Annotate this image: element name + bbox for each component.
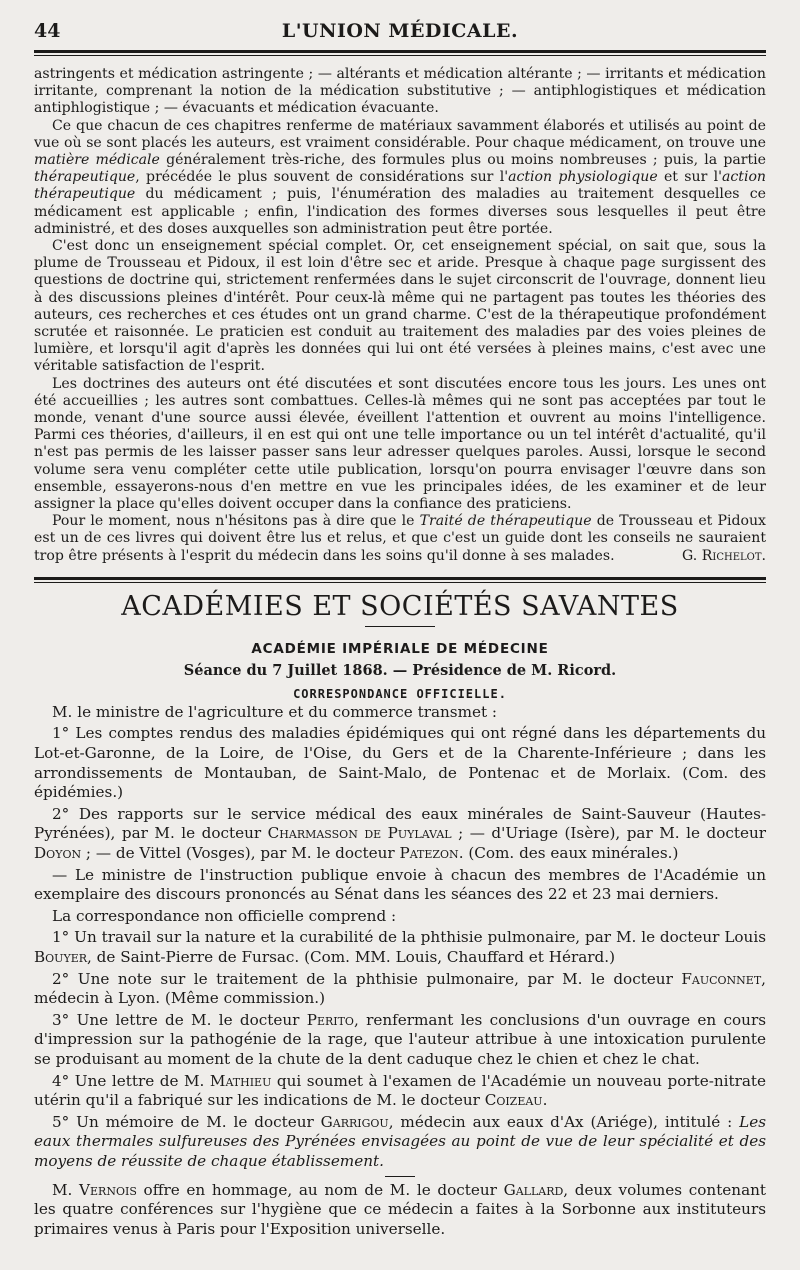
paragraph: Ce que chacun de ces chapitres renferme de matériaux savamment élaborés et utilisés au point de vue où se sont placés les auteurs, est vraiment considérable. Pour chaque médicament, on trouve une matière médicale généralement très-riche, des formules plus ou moins nombreuses ; puis, la partie thérapeutique, précédée le plus souvent de considérations sur l'action physiologique et sur l'action thérapeutique du médicament ; puis, l'énumération des maladies au traitement desquelles ce médicament est applicable ; enfin, l'indication des formes diverses sous lesquelles il peut être administré, et des doses auxquelles son administration peut être portée. — [34, 117, 767, 237]
header-rule-thin — [34, 55, 766, 56]
paragraph: C'est donc un enseignement spécial complet. Or, cet enseignement spécial, on sait que, sous la plume de Trousseau et Pidoux, il est loin d'être sec et aride. Presque à chaque page surgissent des questions de doctrine qui, strictement renfermées dans le sujet circonscrit de l'ouvrage, donnent lieu à des discussions pleines d'intérêt. Pour ceux-là même qui ne partagent pas toutes les théories des auteurs, ces recherches et ces études ont un grand charme. C'est de la thérapeutique profondément scrutée et raisonnée. Le praticien est conduit au traitement des maladies par des voies pleines de lumière, et lorsqu'il agit d'après les données qui lui ont été versées à pleines mains, c'est avec une véritable satisfaction de l'esprit. — [34, 238, 766, 375]
paragraph: M. Vernois offre en hommage, au nom de M. le docteur Gallard, deux volumes contenant les quatre conférences sur l'hygiène que ce médecin a faites à la Sorbonne aux instituteurs primaires venus à Paris pour l'Exposition universelle. — [34, 1180, 767, 1238]
list-item: 5° Un mémoire de M. le docteur Garrigou, médecin aux eaux d'Ax (Ariége), intitulé : Les eaux thermales sulfureuses des Pyrénées envisagées au point de vue de leur spécialité et des moyens de réussite de chaque établissement. — [34, 1112, 766, 1170]
paragraph: La correspondance non officielle comprend : — [52, 906, 397, 925]
academy-heading: ACADÉMIE IMPÉRIALE DE MÉDECINE — [251, 640, 549, 657]
list-item: 2° Des rapports sur le service médical des eaux minérales de Saint-Sauveur (Hautes-Pyrénées), par M. le docteur Charmasson de Puylaval ; — d'Uriage (Isère), par M. le docteur Doyon ; — de Vittel (Vosges), par M. le docteur Patezon. (Com. des eaux minérales.) — [34, 804, 766, 863]
paragraph: astringents et médication astringente ; — altérants et médication altérante ; — irritants et médication irritante, comprenant la notion de la médication substitutive ; — antiphlogistiques et médication antiphlogistique ; — évacuants et médication évacuante. — [34, 66, 766, 117]
author-signature: G. Richelot. — [682, 547, 766, 564]
title-underline — [365, 626, 435, 627]
section-rule-thin — [34, 582, 766, 583]
paragraph: — Le ministre de l'instruction publique envoie à chacun des membres de l'Académie un exemplaire des discours prononcés au Sénat dans les séances des 22 et 23 mai derniers. — [34, 865, 766, 904]
section-rule — [34, 577, 766, 580]
journal-title: L'UNION MÉDICALE. — [281, 20, 519, 42]
running-head — [34, 16, 766, 42]
header-rule — [34, 50, 766, 53]
section-title: ACADÉMIES ET SOCIÉTÉS SAVANTES — [121, 590, 679, 622]
paragraph: M. le ministre de l'agriculture et du commerce transmet : — [52, 702, 498, 721]
list-item: 1° Un travail sur la nature et la curabilité de la phthisie pulmonaire, par M. le docteur Louis Bouyer, de Saint-Pierre de Fursac. (Com. MM. Louis, Chauffard et Hérard.) — [34, 928, 766, 967]
paragraph: Les doctrines des auteurs ont été discutées et sont discutées encore tous les jours. Les unes ont été accueillies ; les autres sont combattues. Celles-là mêmes qui ne sont pas acceptées par tout le monde, venant d'une source aussi élevée, éveillent l'attention et ouvrent au moins l'intelligence. Parmi ces théories, d'ailleurs, il en est qui ont une telle importance ou un tel intérêt d'actualité, qu'il n'est pas permis de les laisser passer sans leur adresser quelques paroles. Aussi, lorsque le second volume sera venu compléter cette utile publication, lorsqu'on pourra envisager l'œuvre dans son ensemble, essayerons-nous d'en mettre en vue les principales idées, de les examiner et de leur assigner la place qu'elles doivent occuper dans la confiance des praticiens. — [34, 375, 766, 513]
session-text — [34, 703, 766, 1239]
page-number: 44 — [34, 20, 61, 42]
list-item: 2° Une note sur le traitement de la phthisie pulmonaire, par M. le docteur Fauconnet, médecin à Lyon. (Même commission.) — [34, 969, 766, 1008]
correspondence-heading: CORRESPONDANCE OFFICIELLE. — [293, 686, 507, 701]
paragraph: Pour le moment, nous n'hésitons pas à dire que le Traité de thérapeutique de Trousseau et Pidoux est un de ces livres qui doivent être lus et relus, et que c'est un guide dont les conseils ne sauraient trop être présents à l'esprit du médecin dans les soins qu'il donne à ses malades. G. Richelot. — [34, 513, 767, 564]
list-item: 4° Une lettre de M. Mathieu qui soumet à l'examen de l'Académie un nouveau porte-nitrate utérin qu'il a fabriqué sur les indications de M. le docteur Coizeau. — [34, 1071, 766, 1110]
session-heading: Séance du 7 Juillet 1868. — Présidence de M. Ricord. — [183, 661, 617, 679]
list-item: 1° Les comptes rendus des maladies épidémiques qui ont régné dans les départements du Lot-et-Garonne, de la Loire, de l'Oise, du Gers et de la Charente-Inférieure ; dans les arrondissements de Montauban, de Saint-Malo, de Pontenac et de Morlaix. (Com. des épidémies.) — [34, 724, 766, 802]
separator-rule — [385, 1176, 415, 1177]
review-text — [34, 66, 766, 565]
list-item: 3° Une lettre de M. le docteur Perito, renfermant les conclusions d'un ouvrage en cours d'impression sur la pathogénie de la rage, que l'auteur attribue à une intoxication purulente se produisant au moment de la chute de la dent caduque chez le chien et chez le chat. — [34, 1010, 766, 1068]
